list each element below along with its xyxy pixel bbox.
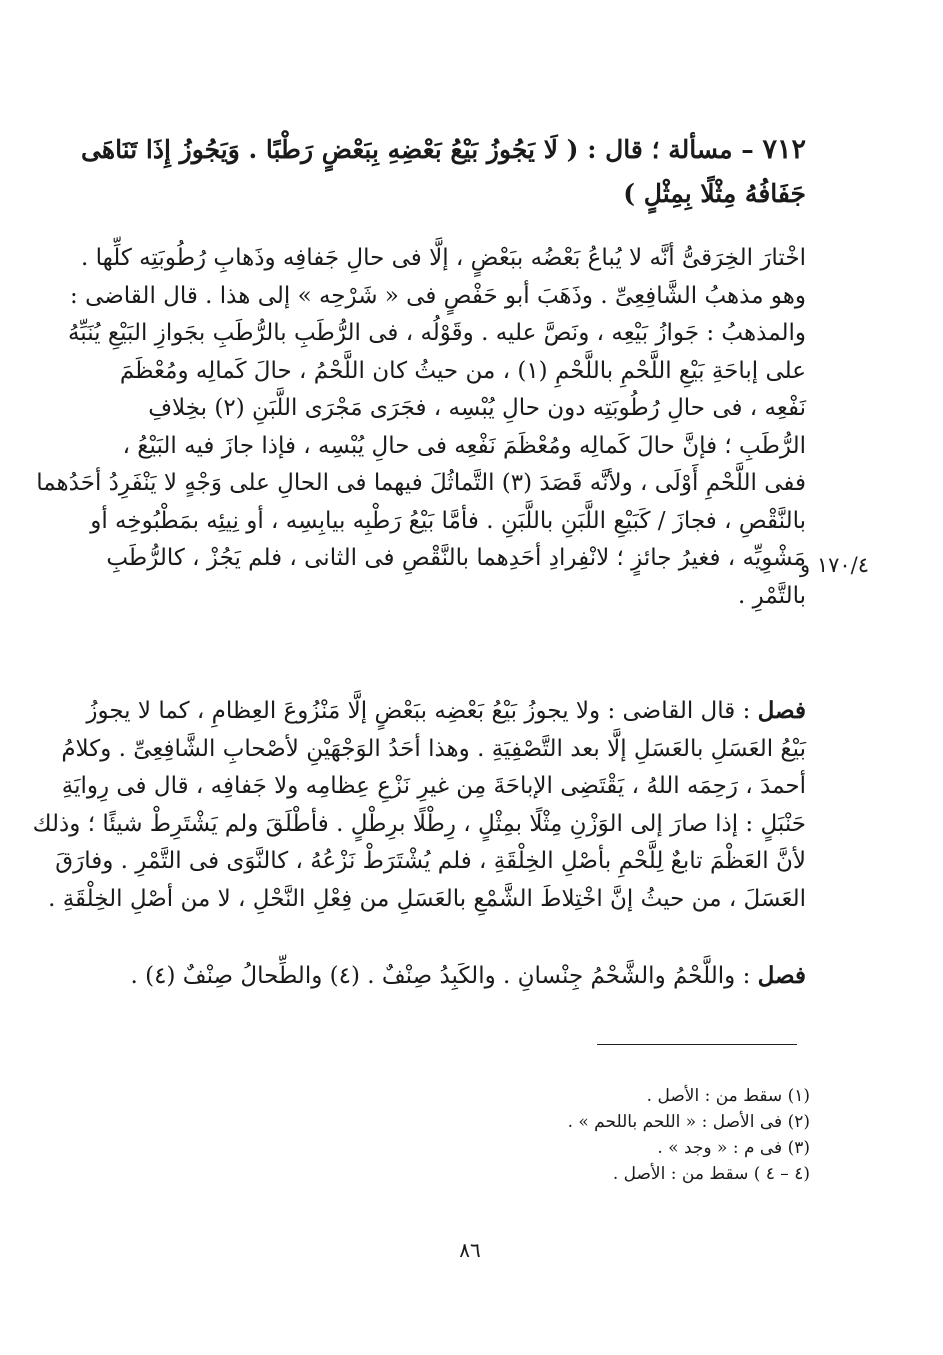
paragraph-3-line <box>128 957 806 996</box>
paragraph-1-line: وهو مذهبُ الشَّافِعِىِّ . وذَهَبَ أبو حَفْصٍ فى « شَرْحِه » إلى هذا . قال القاضى : <box>70 282 806 309</box>
paragraph-2-line: لأنَّ العَظْمَ تابعٌ لِلَّحْمِ بأصْلِ الخِلْقَةِ ، فلم يُشْتَرَطْ نَزْعُهُ ، كالنَّوَى فى التَّمْرِ . وفارَقَ <box>55 848 806 874</box>
paragraph-1-line: الرُّطَبِ ؛ فإنَّ حالَ كَمالِه ومُعْظَمَ نَفْعِه فى حالِ يُبْسِه ، فإذا جازَ فيه البَيْعُ ، <box>122 432 806 459</box>
paragraph-1-line: بالنَّقْصِ ، فجازَ / كَبَيْعِ اللَّبَنِ باللَّبَنِ . فأمَّا بَيْعُ رَطْبِه بيابِسِه ، أو نِيئِه بمَطْبُوخِه أو <box>90 507 806 534</box>
heading-line-2: جَفَافُهُ مِثْلًا بِمِثْلٍ ) <box>623 179 806 208</box>
paragraph-2-first-line <box>86 692 806 731</box>
footnote-item: (٢) فى الأصل : « اللحم باللحم » . <box>567 1112 810 1132</box>
paragraph-1-line: والمذهبُ : جَوازُ بَيْعِه ، ونَصَّ عليه . وقَوْلُه ، فى الرُّطَبِ بالرُّطَبِ بجَوازِ البَيْعِ يُنَبِّهُ <box>67 320 806 346</box>
paragraph-3-text: : واللَّحْمُ والشَّحْمُ جِنْسانِ . والكَبِدُ صِنْفٌ . (٤) والطِّحالُ صِنْفٌ (٤) . <box>130 963 751 989</box>
paragraph-1-line: مَشْوِيِّه ، فغيرُ جائزٍ ؛ لانْفِرادِ أحَدِهما بالنَّقْصِ فى الثانى ، فلم يَجُزْ ، كالرُّطَبِ <box>106 545 806 571</box>
heading-line-1 <box>81 128 806 172</box>
paragraph-1-line: بالتَّمْرِ . <box>738 582 806 609</box>
paragraph-2-line: بَيْعُ العَسَلِ بالعَسَلِ إلَّا بعد التَّصْفِيَةِ . وهذا أحَدُ الوَجْهَيْنِ لأصْحابِ الشَّافِعِىِّ . وكلامُ <box>61 735 806 762</box>
issue-number: ٧١٢ <box>762 134 806 165</box>
margin-manuscript-reference: ١٧٠/٤ و <box>800 553 870 577</box>
page-number: ٨٦ <box>459 1238 481 1262</box>
footnote-item: (٤ – ٤ ) سقط من : الأصل . <box>612 1164 810 1184</box>
paragraph-1-line: ففى اللَّحْمِ أَوْلَى ، ولأنَّه قَصَدَ (٣) التَّماثُلَ فيهما فى الحالِ على وَجْهٍ لا يَنْفَرِدُ أحَدُهما <box>36 470 806 496</box>
paragraph-2-line: أحمدَ ، رَحِمَه اللهُ ، يَقْتَضِى الإباحَةَ مِن غيرِ نَزْعِ عِظامِه ولا جَفافِه ، قال فى رِوايَةِ <box>61 773 806 799</box>
footnotes <box>400 1083 810 1187</box>
paragraph-2-first-text: : قال القاضى : ولا يجوزُ بَيْعُ بَعْضِه ببَعْضٍ إلَّا مَنْزُوعَ العِظامِ ، كما لا يجوزُ <box>86 698 751 724</box>
issue-heading <box>81 128 806 216</box>
paragraph-1-line: على إباحَةِ بَيْعِ اللَّحْمِ باللَّحْمِ (١) ، من حيثُ كان اللَّحْمُ ، حالَ كَمالِه ومُعْظَمَ <box>119 357 806 384</box>
paragraph-2-line: حَنْبَلٍ : إذا صارَ إلى الوَزْنِ مِثْلًا بمِثْلٍ ، رِطْلًا برِطْلٍ . فأطْلَقَ ولم يَشْتَرِطْ شيئًا ؛ وذلك <box>32 810 806 837</box>
footnote-item: (٣) فى م : « وجد » . <box>657 1138 810 1158</box>
paragraph-3 <box>128 957 806 996</box>
paragraph-1-line: نَفْعِه ، فى حالِ رُطُوبَتِه دون حالِ يُبْسِه ، فجَرَى مَجْرَى اللَّبَنِ (٢) بخِلافِ <box>148 395 806 421</box>
paragraph-2 <box>32 692 806 918</box>
paragraph-1 <box>36 240 806 615</box>
footnote-divider <box>597 1044 797 1045</box>
section-label: فصل <box>757 697 806 724</box>
footnote-item: (١) سقط من : الأصل . <box>646 1086 810 1106</box>
heading-text-1: – مسألة ؛ قال : ( لَا يَجُوزُ بَيْعُ بَعْضِهِ بِبَعْضٍ رَطْبًا . وَيَجُوزُ إِذَا تَنَاهَى <box>81 135 754 164</box>
section-label: فصل <box>757 962 806 989</box>
paragraph-1-line: اخْتارَ الخِرَقىُّ أنَّه لا يُباعُ بَعْضُه ببَعْضٍ ، إلَّا فى حالِ جَفافِه وذَهابِ رُطُوبَتِه كلِّها . <box>81 245 806 271</box>
paragraph-2-line: العَسَلَ ، من حيثُ إنَّ اخْتِلاطَ الشَّمْعِ بالعَسَلِ من فِعْلِ النَّحْلِ ، لا من أصْلِ الخِلْقَةِ . <box>48 885 806 912</box>
